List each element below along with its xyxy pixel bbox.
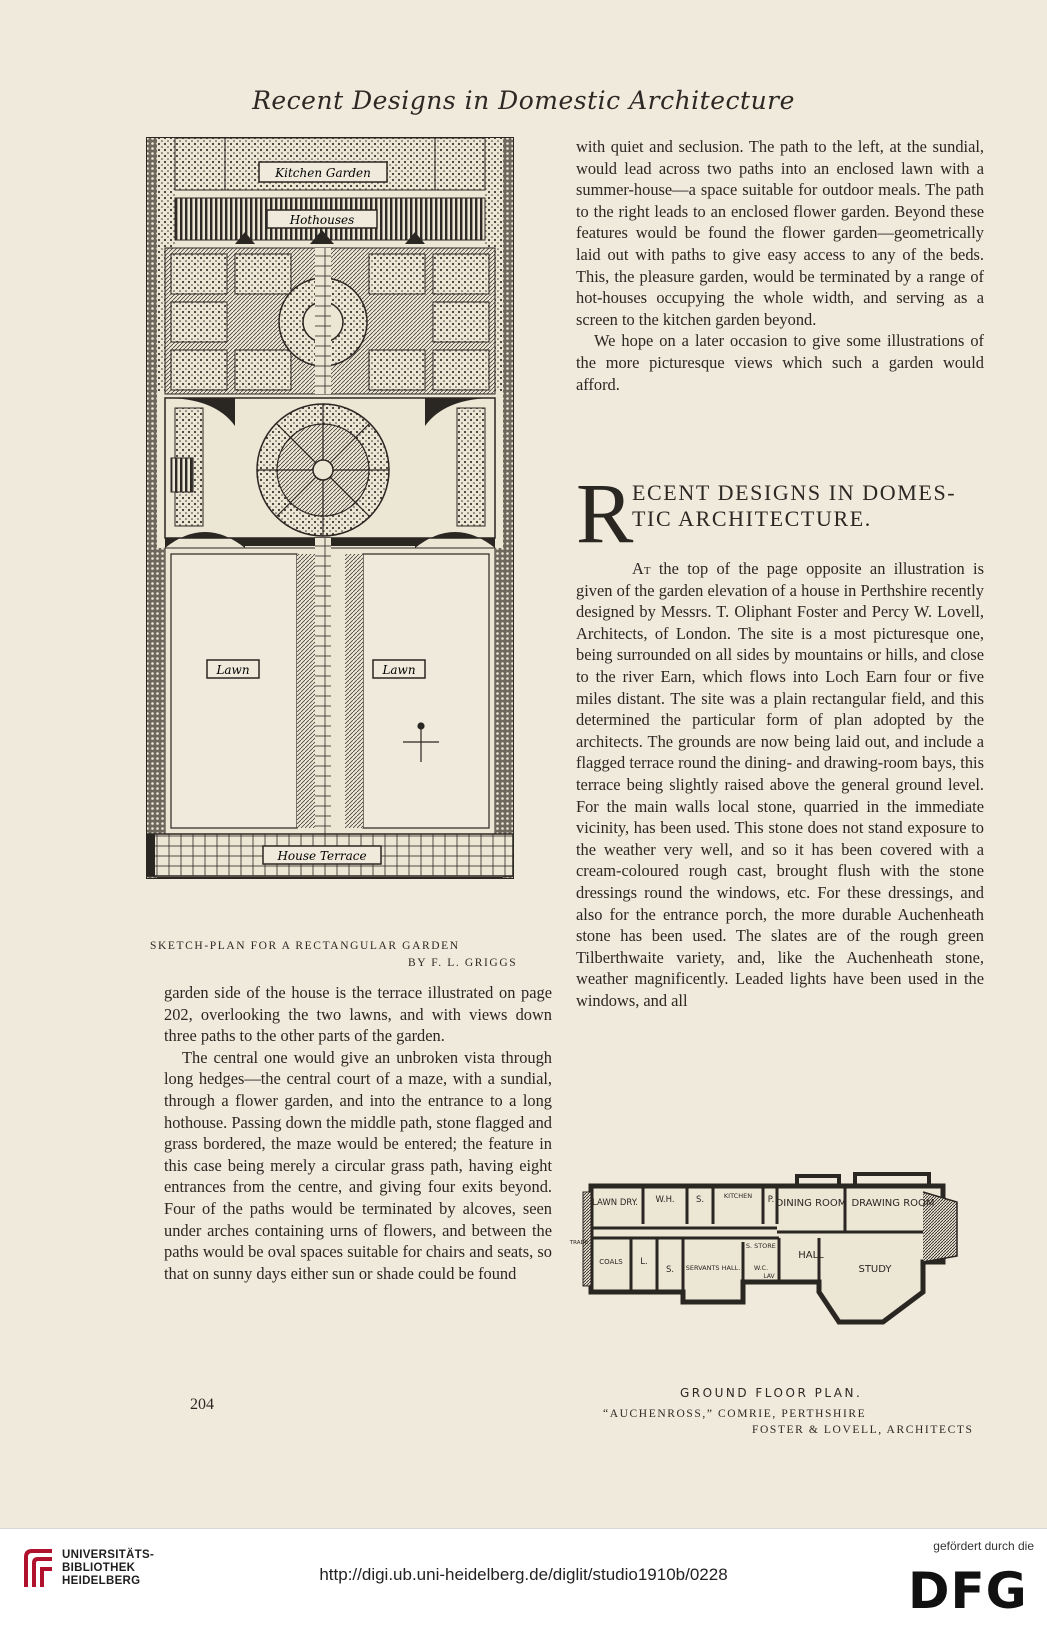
lawn-left-label: Lawn — [216, 663, 250, 677]
right-column-top — [576, 136, 984, 395]
room-label: DRAWING ROOM — [851, 1198, 935, 1209]
room-label: L. — [640, 1257, 648, 1267]
library-name-line: BIBLIOTHEK — [62, 1562, 136, 1574]
room-label: LAV — [763, 1273, 775, 1280]
garden-plan-caption: SKETCH-PLAN FOR A RECTANGULAR GARDEN — [150, 940, 460, 952]
permalink-url[interactable]: http://digi.ub.uni-heidelberg.de/diglit/studio1910b/0228 — [319, 1565, 728, 1584]
floor-plan-credit: FOSTER & LOVELL, ARCHITECTS — [752, 1424, 974, 1436]
paragraph — [576, 558, 984, 1011]
library-name-line: HEIDELBERG — [62, 1575, 141, 1587]
house-terrace-label: House Terrace — [277, 849, 367, 863]
room-label: P. — [767, 1195, 775, 1205]
garden-plan-credit: BY F. L. GRIGGS — [408, 957, 518, 969]
lead-words: At — [632, 559, 651, 578]
room-label: STUDY — [858, 1264, 892, 1275]
library-name-line: UNIVERSITÄTS- — [62, 1549, 155, 1561]
drop-cap: R — [576, 465, 634, 561]
heading-line-2: TIC ARCHITECTURE. — [632, 506, 872, 531]
page-number: 204 — [190, 1396, 214, 1413]
kitchen-garden-label: Kitchen Garden — [275, 166, 371, 180]
garden-sketch-plan — [145, 136, 515, 882]
paragraph-text: the top of the page opposite an illustration is given of the garden elevation of a house in Perthshire recently designed by Messrs. T. Oliphant Foster and Percy W. Lovell, Architects, of London. The site is a most picturesque one, being surrounded on all sides by mountains or hills, and close to the river Earn, which flows into Loch Earn four or five miles distant. The site was a plain rectangular field, and this determined the particular form of plan adopted by the architects. The grounds are now being laid out, and include a flagged terrace round the dining- and drawing-room bays, this terrace being slightly raised above the general ground level. For the main walls local stone, quarried in the immediate vicinity, has been used. This stone does not stand exposure to the weather very well, and so it has been covered with a cream-coloured rough cast, brought flush with the stone dressings round the windows, etc. For these dressings, and also for the entrance porch, the more durable Auchenheath stone has been used. The slates are of the rough green Tilberthwaite variety, and, like the Auchenheath stone, weather magnificently. Leaded lights have been used in the windows, and all — [576, 559, 984, 1010]
room-label: S. — [745, 1242, 753, 1250]
room-label: TRADE — [569, 1240, 589, 1246]
section-heading — [576, 465, 986, 561]
room-label: COALS — [599, 1258, 623, 1266]
room-label: HALL — [798, 1250, 824, 1261]
paragraph: garden side of the house is the terrace illustrated on page 202, overlooking the two lawns, and with views down three paths to the other parts of the garden. — [164, 983, 552, 1046]
hothouses-label: Hothouses — [289, 213, 355, 227]
floor-plan-caption: “AUCHENROSS,” COMRIE, PERTHSHIRE — [603, 1408, 867, 1420]
room-label: DINING ROOM — [775, 1198, 847, 1209]
heading-line-1: ECENT DESIGNS IN DOMES- — [632, 480, 957, 505]
ground-floor-plan — [569, 1172, 967, 1380]
running-head: Recent Designs in Domestic Architecture — [252, 86, 795, 115]
room-label: S. — [665, 1265, 675, 1275]
right-column-body — [576, 558, 984, 1011]
room-label: S. — [695, 1195, 705, 1205]
paragraph: with quiet and seclusion. The path to the left, at the sundial, would lead across two paths into an enclosed lawn with a summer-house—a space suitable for outdoor meals. The path to the right leads to an enclosed flower garden. Beyond these features would be found the flower garden—geometrically laid out with paths to give easy access to any of the beds. This, the pleasure garden, would be terminated by a range of hot-houses occupying the whole width, and serving as a screen to the kitchen garden beyond. — [576, 137, 984, 329]
lawn-right-label: Lawn — [382, 663, 416, 677]
room-label: SERVANTS HALL. — [685, 1264, 741, 1272]
paragraph: The central one would give an unbroken vista through long hedges—the central court of a maze, with a sundial, through a flower garden, and into the entrance to a long hothouse. Passing down the middle path, stone flagged and grass bordered, the maze would be entered; the feature in this case being merely a circular grass path, having eight entrances from the centre, and giving four exits beyond. Four of the paths would be terminated by alcoves, seen under arches containing urns of flowers, and between the paths would be oval spaces suitable for chairs and seats, so that on sunny days either sun or shade could be found — [164, 1047, 552, 1283]
floor-plan-title: GROUND FLOOR PLAN. — [680, 1386, 863, 1400]
footer-bar — [0, 1528, 1047, 1638]
sponsor-label: gefördert durch die — [933, 1539, 1034, 1553]
room-label: STORE — [754, 1242, 776, 1250]
left-column-body — [164, 982, 552, 1284]
room-label: W.C. — [753, 1264, 769, 1272]
paragraph: We hope on a later occasion to give some illustrations of the more picturesque views which such a garden would afford. — [576, 331, 984, 394]
room-label: KITCHEN — [723, 1192, 753, 1200]
dfg-logo: DFG — [908, 1562, 1028, 1620]
room-label: W.H. — [655, 1195, 675, 1205]
room-label: LAWN DRY. — [592, 1198, 638, 1208]
